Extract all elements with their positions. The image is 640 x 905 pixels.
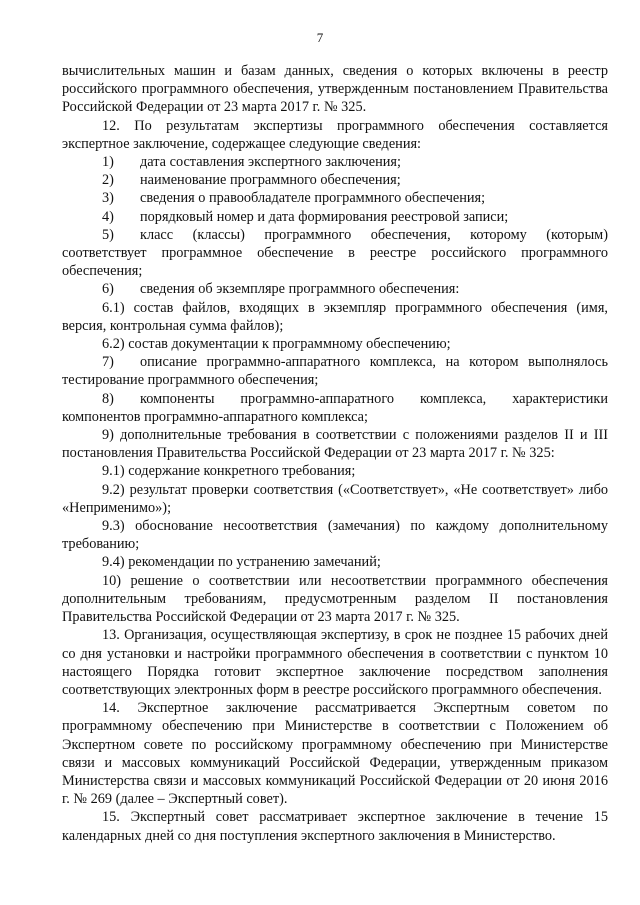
list-item-number: 1) (102, 154, 114, 171)
list-item-number: 8) (102, 390, 114, 407)
list-item-number: 3) (102, 190, 114, 207)
paragraph-15: 15. Экспертный совет рассматривает экспертное заключение в течение 15 календарных дней со дня поступления экспертного заключения в Министерство. (62, 809, 608, 844)
paragraph-continuation: вычислительных машин и базам данных, сведения о которых включены в реестр российского программного обеспечения, утвержденным постановлением Правительства Российской Федерации от 23 марта 2017 г. № 325. (62, 63, 608, 116)
list-subitem-9-3: 9.3) обоснование несоответствия (замечания) по каждому дополнительному требованию; (62, 518, 608, 553)
list-item-text: порядковый номер и дата формирования реестровой записи; (140, 208, 509, 225)
list-subitem-9-4: 9.4) рекомендации по устранению замечаний; (102, 554, 381, 571)
list-item-text: описание программно-аппаратного комплекса, на котором выполнялось тестирование программного обеспечения; (62, 354, 608, 389)
list-item-6 (62, 280, 608, 298)
paragraph-13: 13. Организация, осуществляющая экспертизу, в срок не позднее 15 рабочих дней со дня установки и настройки программного обеспечения в соответствии с пунктом 10 настоящего Порядка готовит экспертное заключение посредством заполнения соответствующих электронных форм в реестре российского программного обеспечения. (62, 627, 608, 698)
list-subitem-6-2: 6.2) состав документации к программному обеспечению; (102, 336, 451, 353)
document-body (62, 62, 608, 845)
list-item-3 (62, 189, 608, 207)
list-item-8 (62, 390, 608, 426)
list-item-1 (62, 153, 608, 171)
list-item-number: 4) (102, 208, 114, 225)
list-item-text: дата составления экспертного заключения; (140, 154, 401, 171)
list-item-10: 10) решение о соответствии или несоответствии программного обеспечения дополнительным требованиям, предусмотренным разделом II постановления Правительства Российской Федерации от 23 марта 2017 г. № 325. (62, 572, 608, 626)
paragraph-14: 14. Экспертное заключение рассматривается Экспертным советом по программному обеспечению при Министерстве в соответствии с Положением об Экспертном совете по российскому программному обеспечению при Министерстве связи и массовых коммуникаций Российской Федерации, утвержденным приказом Министерства связи и массовых коммуникаций Российской Федерации от 20 июня 2016 г. № 269 (далее – Экспертный совет). (62, 700, 608, 808)
page-number: 7 (316, 30, 324, 45)
list-item-text: сведения об экземпляре программного обеспечения: (140, 281, 460, 298)
list-item-number: 6) (102, 281, 114, 298)
list-item-5 (62, 226, 608, 281)
paragraph-12: 12. По результатам экспертизы программного обеспечения составляется экспертное заключение, содержащее следующие сведения: (62, 117, 608, 152)
list-item-4 (62, 208, 608, 226)
list-item-number: 2) (102, 172, 114, 189)
list-item-9: 9) дополнительные требования в соответствии с положениями разделов II и III постановления Правительства Российской Федерации от 23 марта 2017 г. № 325: (62, 427, 608, 462)
list-item-text: сведения о правообладателе программного обеспечения; (140, 190, 486, 207)
list-item-2 (62, 171, 608, 189)
list-item-text: компоненты программно-аппаратного комплекса, характеристики компонентов программно-аппаратного комплекса; (62, 390, 608, 425)
list-item-number: 5) (102, 226, 114, 243)
list-item-text: наименование программного обеспечения; (140, 172, 401, 189)
list-item-number: 7) (102, 354, 114, 371)
list-subitem-9-2: 9.2) результат проверки соответствия («Соответствует», «Не соответствует» либо «Неприменимо»); (62, 481, 608, 516)
list-item-7 (62, 353, 608, 389)
list-subitem-6-1: 6.1) состав файлов, входящих в экземпляр программного обеспечения (имя, версия, контрольная сумма файлов); (62, 299, 608, 334)
list-subitem-9-1: 9.1) содержание конкретного требования; (102, 463, 356, 480)
list-item-text: класс (классы) программного обеспечения, которому (которым) соответствует программное обеспечение в реестре российского программного обеспечения; (62, 226, 608, 280)
